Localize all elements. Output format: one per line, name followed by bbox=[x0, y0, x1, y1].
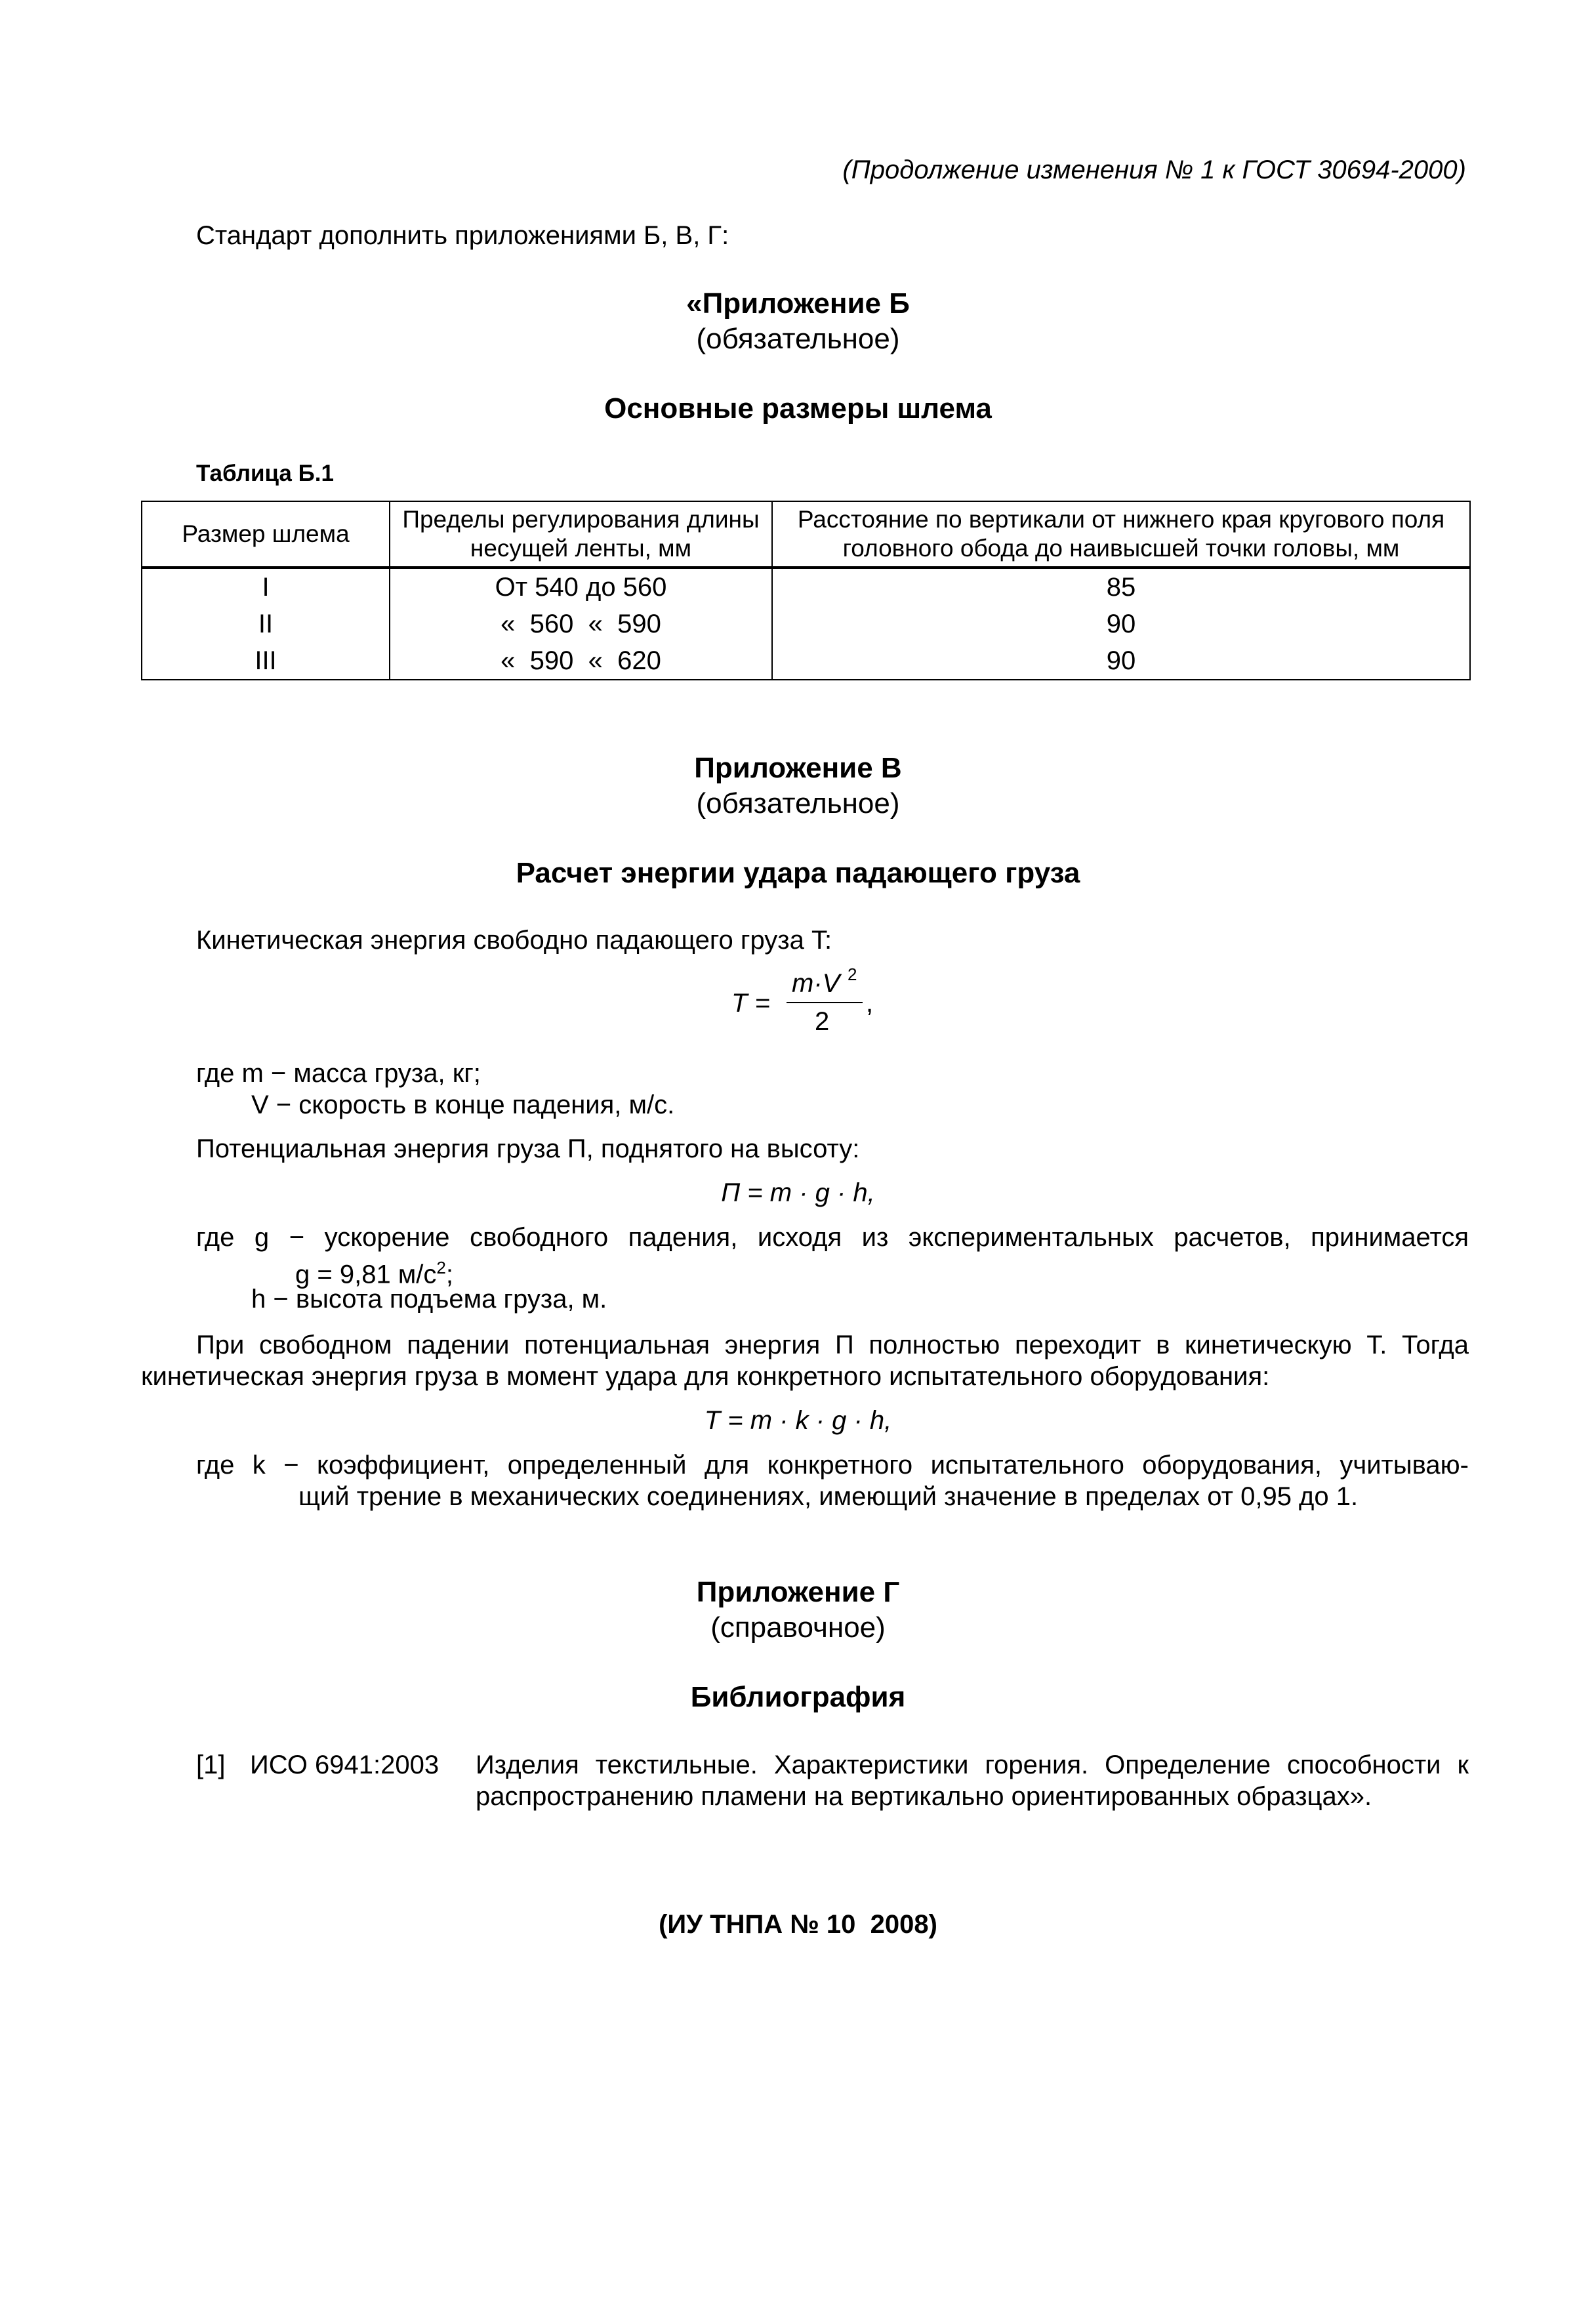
appendix-g-title: Приложение Г bbox=[696, 1576, 900, 1608]
bib-title-line2: распространению пламени на вертикально ориентированных образцах». bbox=[476, 1782, 1372, 1811]
formula1-lhs: T = bbox=[731, 989, 770, 1018]
cell-size: III bbox=[142, 642, 390, 680]
header-range: Пределы регулирования длины несущей ленты, мм bbox=[390, 501, 772, 568]
cell-size: I bbox=[142, 568, 390, 606]
appendix-v-status: (обязательное) bbox=[696, 787, 900, 819]
impact-energy-formula: T = m · k · g · h, bbox=[704, 1406, 892, 1435]
appendix-v-heading: Расчет энергии удара падающего груза bbox=[516, 857, 1080, 889]
potential-intro: Потенциальная энергия груза П, поднятого на высоту: bbox=[196, 1134, 860, 1163]
appendix-v-title: Приложение В bbox=[694, 752, 902, 784]
cell-range: От 540 до 560 bbox=[390, 568, 772, 606]
formula1-exponent: 2 bbox=[848, 964, 857, 984]
kinetic-energy-formula bbox=[731, 964, 902, 1043]
g-exponent: 2 bbox=[436, 1258, 446, 1277]
bib-code: ИСО 6941:2003 bbox=[250, 1751, 440, 1779]
free-fall-line1: При свободном падении потенциальная энергия П полностью переходит в кинетическую T. Тогда bbox=[196, 1331, 1469, 1359]
free-fall-line2: кинетическая энергия груза в момент удара для конкретного испытательного оборудования: bbox=[141, 1362, 1270, 1391]
where-m: где m − масса груза, кг; bbox=[196, 1059, 481, 1088]
helmet-sizes-table bbox=[141, 501, 1471, 680]
appendix-b-status: (обязательное) bbox=[696, 323, 900, 355]
where-v: V − скорость в конце падения, м/с. bbox=[251, 1090, 675, 1119]
formula1-numerator: m·V bbox=[792, 969, 840, 998]
cell-size: II bbox=[142, 606, 390, 642]
table-row bbox=[142, 606, 1470, 642]
intro-text: Стандарт дополнить приложениями Б, В, Г: bbox=[196, 221, 729, 250]
header-distance: Расстояние по вертикали от нижнего края кругового поля головного обода до наивысшей точки головы, мм bbox=[772, 501, 1470, 568]
potential-energy-formula: П = m · g · h, bbox=[721, 1178, 875, 1207]
table-header-row bbox=[142, 501, 1470, 568]
continuation-header: (Продолжение изменения № 1 к ГОСТ 30694-2000) bbox=[842, 155, 1466, 184]
appendix-b-heading: Основные размеры шлема bbox=[604, 392, 992, 425]
bib-title-line1: Изделия текстильные. Характеристики горения. Определение способности к bbox=[476, 1751, 1469, 1779]
cell-range: « 560 « 590 bbox=[390, 606, 772, 642]
fraction-bar bbox=[787, 1002, 863, 1003]
where-h: h − высота подъема груза, м. bbox=[251, 1285, 607, 1314]
cell-range: « 590 « 620 bbox=[390, 642, 772, 680]
g-value: g = 9,81 м/с bbox=[295, 1260, 437, 1289]
g-end: ; bbox=[445, 1260, 454, 1289]
appendix-b-title: «Приложение Б bbox=[686, 287, 910, 320]
table-caption: Таблица Б.1 bbox=[196, 461, 334, 486]
cell-distance: 90 bbox=[772, 642, 1470, 680]
kinetic-intro: Кинетическая энергия свободно падающего груза T: bbox=[196, 926, 832, 955]
appendix-g-heading: Библиография bbox=[690, 1681, 906, 1713]
bib-number: [1] bbox=[196, 1751, 226, 1779]
appendix-g-status: (справочное) bbox=[710, 1611, 886, 1644]
formula1-comma: , bbox=[866, 989, 874, 1018]
footer-note: (ИУ ТНПА № 10 2008) bbox=[659, 1910, 937, 1939]
cell-distance: 90 bbox=[772, 606, 1470, 642]
where-g-line1: где g − ускорение свободного падения, исходя из экспериментальных расчетов, принимается bbox=[196, 1223, 1469, 1252]
formula1-denominator: 2 bbox=[815, 1007, 830, 1036]
header-size: Размер шлема bbox=[142, 501, 390, 568]
cell-distance: 85 bbox=[772, 568, 1470, 606]
table-row bbox=[142, 568, 1470, 606]
table-row bbox=[142, 642, 1470, 680]
where-k-line1: где k − коэффициент, определенный для конкретного испытательного оборудования, учитываю- bbox=[196, 1451, 1469, 1480]
where-k-line2: щий трение в механических соединениях, имеющий значение в пределах от 0,95 до 1. bbox=[298, 1482, 1359, 1511]
